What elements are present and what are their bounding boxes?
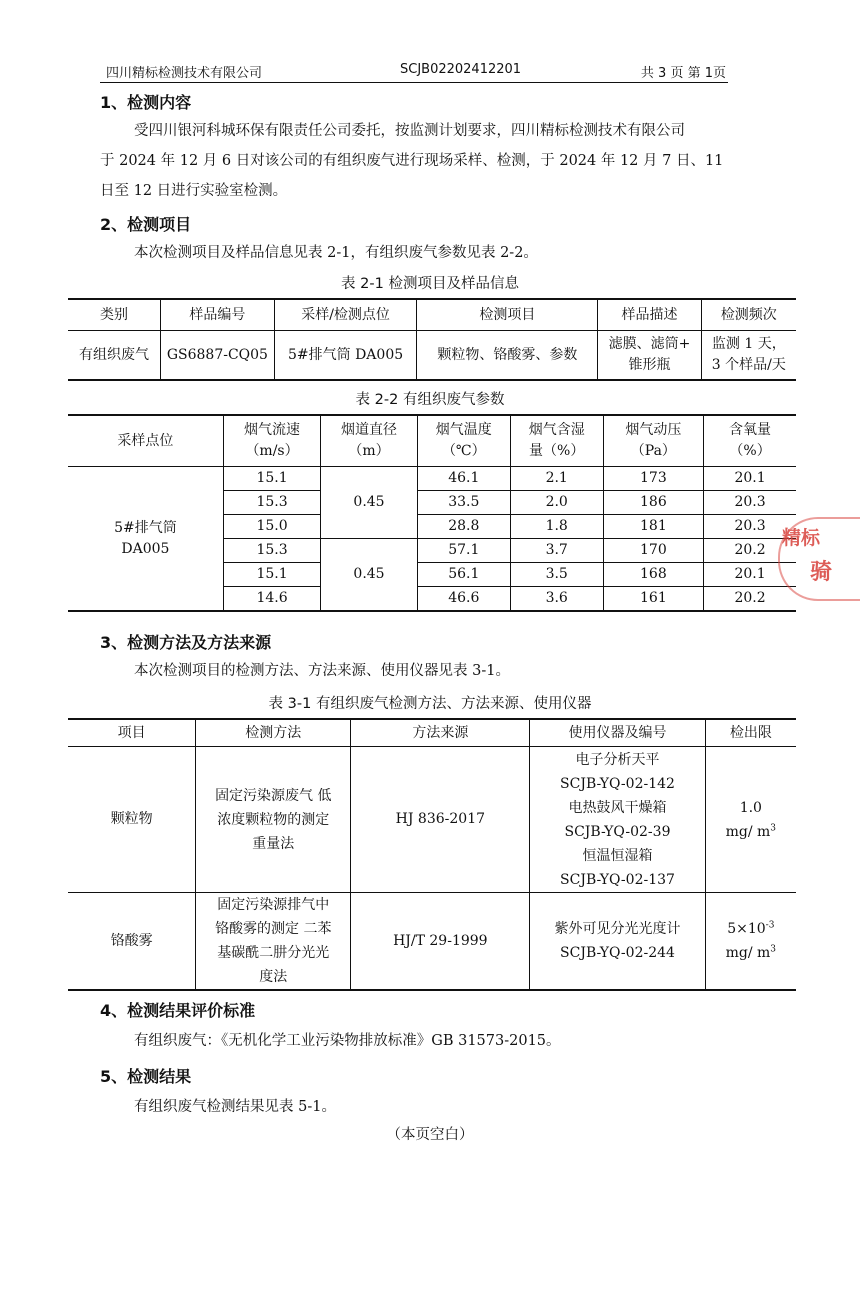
section-2-para: 本次检测项目及样品信息见表 2-1，有组织废气参数见表 2-2。 xyxy=(134,245,538,261)
section-5-para: 有组织废气检测结果见表 5-1。 xyxy=(134,1099,336,1115)
t22-header-temp xyxy=(417,415,510,467)
table-row xyxy=(68,893,796,991)
t22-point-line1: 5#排气筒 xyxy=(114,519,177,536)
t22-pressure: 170 xyxy=(603,539,703,563)
t22-header-diameter-l2: （m） xyxy=(348,443,390,459)
t31-r2-limit-value-text: 5×10 xyxy=(727,921,766,937)
t22-temp: 56.1 xyxy=(417,563,510,587)
t22-header-oxygen-l2: （%） xyxy=(729,443,771,459)
section-1-title: 1、检测内容 xyxy=(100,93,192,112)
t22-point xyxy=(68,467,223,612)
t31-header-instrument: 使用仪器及编号 xyxy=(530,719,705,747)
t22-velocity: 15.3 xyxy=(223,539,320,563)
section-4-para: 有组织废气：《无机化学工业污染物排放标准》GB 31573-2015。 xyxy=(134,1033,561,1049)
t31-r1-inst-l2: SCJB-YQ-02-142 xyxy=(560,775,675,792)
t31-r1-method xyxy=(196,747,351,893)
table-row xyxy=(68,467,796,491)
t22-moisture: 3.6 xyxy=(510,587,603,612)
t22-header-moisture xyxy=(510,415,603,467)
t31-r2-inst-l2: SCJB-YQ-02-244 xyxy=(560,945,675,961)
t31-r2-method-l4: 度法 xyxy=(259,969,288,985)
t31-r1-limit xyxy=(705,747,796,893)
t31-r1-inst-l3: 电热鼓风干燥箱 xyxy=(568,799,667,816)
section-1-para-line1: 受四川银河科城环保有限责任公司委托，按监测计划要求，四川精标检测技术有限公司 xyxy=(134,123,685,139)
t22-header-velocity-l1: 烟气流速 xyxy=(244,422,301,438)
t31-r1-inst-l1: 电子分析天平 xyxy=(575,751,660,768)
t31-header-method: 检测方法 xyxy=(196,719,351,747)
t31-r1-limit-value: 1.0 xyxy=(739,799,762,816)
table-2-1-caption: 表 2-1 检测项目及样品信息 xyxy=(341,276,519,292)
t31-r2-limit-unit xyxy=(708,941,794,965)
table-row xyxy=(68,747,796,893)
table-2-1 xyxy=(68,298,796,381)
t22-diameter-group1: 0.45 xyxy=(321,467,418,539)
t31-r1-method-l2: 浓度颗粒物的测定 xyxy=(217,811,330,828)
t31-r2-limit-value-sup: -3 xyxy=(765,920,775,931)
t21-sample-no: GS6887-CQ05 xyxy=(161,331,275,381)
t31-header-item: 项目 xyxy=(68,719,196,747)
t22-header-moisture-l2: 量（%） xyxy=(529,443,585,459)
t21-header-freq: 检测频次 xyxy=(701,299,796,331)
t31-r1-item: 颗粒物 xyxy=(68,747,196,893)
t31-r2-source: HJ/T 29-1999 xyxy=(351,893,530,991)
t22-header-diameter-l1: 烟道直径 xyxy=(341,422,398,438)
t22-oxygen: 20.1 xyxy=(704,467,796,491)
t22-temp: 28.8 xyxy=(417,515,510,539)
table-row xyxy=(68,331,796,381)
t22-header-pressure-l1: 烟气动压 xyxy=(625,422,682,438)
section-3-para: 本次检测项目的检测方法、方法来源、使用仪器见表 3-1。 xyxy=(134,663,510,679)
t22-oxygen: 20.2 xyxy=(704,539,796,563)
t31-r2-limit-unit-sup: 3 xyxy=(770,944,777,955)
t22-temp: 57.1 xyxy=(417,539,510,563)
t21-header-point: 采样/检测点位 xyxy=(274,299,417,331)
t22-temp: 46.6 xyxy=(417,587,510,612)
page-header xyxy=(100,62,728,83)
t22-moisture: 1.8 xyxy=(510,515,603,539)
table-3-1-caption: 表 3-1 有组织废气检测方法、方法来源、使用仪器 xyxy=(268,696,592,712)
t22-moisture: 2.1 xyxy=(510,467,603,491)
t22-oxygen: 20.3 xyxy=(704,515,796,539)
section-3-title: 3、检测方法及方法来源 xyxy=(100,633,272,652)
t22-header-oxygen xyxy=(704,415,796,467)
section-2-title: 2、检测项目 xyxy=(100,215,192,234)
t31-r1-limit-unit-text: mg/ m xyxy=(725,823,771,840)
t22-velocity: 14.6 xyxy=(223,587,320,612)
t22-header-moisture-l1: 烟气含湿 xyxy=(528,422,585,438)
table-3-1 xyxy=(68,718,796,991)
t31-r1-instrument xyxy=(530,747,705,893)
t31-r2-method-l3: 基碳酰二肼分光光 xyxy=(217,945,330,961)
table-2-2 xyxy=(68,414,796,612)
t22-diameter-group2: 0.45 xyxy=(321,539,418,612)
t22-pressure: 168 xyxy=(603,563,703,587)
t22-header-point: 采样点位 xyxy=(68,415,223,467)
t21-header-sample-no: 样品编号 xyxy=(161,299,275,331)
header-page-info: 共 3 页 第 1页 xyxy=(640,66,726,81)
t21-freq-line2: 3 个样品/天 xyxy=(711,357,786,373)
header-company: 四川精标检测技术有限公司 xyxy=(106,66,263,81)
t31-r2-instrument xyxy=(530,893,705,991)
t22-oxygen: 20.1 xyxy=(704,563,796,587)
blank-page-note: （本页空白） xyxy=(386,1127,474,1143)
t22-header-velocity xyxy=(223,415,320,467)
t22-header-temp-l2: （℃） xyxy=(441,443,486,459)
t31-r1-limit-unit-sup: 3 xyxy=(770,822,777,833)
t21-category: 有组织废气 xyxy=(68,331,161,381)
t22-pressure: 181 xyxy=(603,515,703,539)
t22-velocity: 15.3 xyxy=(223,491,320,515)
t22-header-diameter xyxy=(321,415,418,467)
t21-desc xyxy=(598,331,701,381)
section-5-title: 5、检测结果 xyxy=(100,1067,192,1086)
t21-header-category: 类别 xyxy=(68,299,161,331)
t31-r2-limit xyxy=(705,893,796,991)
table-2-2-caption: 表 2-2 有组织废气参数 xyxy=(355,392,505,408)
t22-pressure: 173 xyxy=(603,467,703,491)
t31-r2-method-l1: 固定污染源排气中 xyxy=(217,897,330,913)
t22-temp: 46.1 xyxy=(417,467,510,491)
t31-r2-method xyxy=(196,893,351,991)
t22-velocity: 15.1 xyxy=(223,467,320,491)
section-4-title: 4、检测结果评价标准 xyxy=(100,1001,256,1020)
t22-oxygen: 20.3 xyxy=(704,491,796,515)
t31-r2-method-l2: 铬酸雾的测定 二苯 xyxy=(215,921,332,937)
t31-r2-item: 铬酸雾 xyxy=(68,893,196,991)
t21-freq xyxy=(701,331,796,381)
t22-velocity: 15.1 xyxy=(223,563,320,587)
t22-header-pressure xyxy=(603,415,703,467)
t22-moisture: 3.5 xyxy=(510,563,603,587)
seal-text-2: 骑 xyxy=(810,560,833,585)
t21-header-items: 检测项目 xyxy=(417,299,598,331)
t22-point-line2: DA005 xyxy=(121,540,170,557)
t22-pressure: 186 xyxy=(603,491,703,515)
t22-header-velocity-l2: （m/s） xyxy=(245,443,299,459)
t22-velocity: 15.0 xyxy=(223,515,320,539)
t31-r1-limit-unit xyxy=(708,820,794,844)
t22-moisture: 2.0 xyxy=(510,491,603,515)
t31-r2-limit-value xyxy=(708,917,794,941)
t21-desc-line1: 滤膜、滤筒+ xyxy=(608,336,691,352)
section-1-para-line3: 日至 12 日进行实验室检测。 xyxy=(100,183,288,199)
t22-temp: 33.5 xyxy=(417,491,510,515)
t22-header-temp-l1: 烟气温度 xyxy=(435,422,492,438)
t22-moisture: 3.7 xyxy=(510,539,603,563)
t31-r1-inst-l6: SCJB-YQ-02-137 xyxy=(560,871,675,888)
t31-r2-inst-l1: 紫外可见分光光度计 xyxy=(554,921,681,937)
t21-point: 5#排气筒 DA005 xyxy=(274,331,417,381)
t22-pressure: 161 xyxy=(603,587,703,612)
seal-text-1: 精标 xyxy=(782,527,821,549)
t31-r1-source: HJ 836-2017 xyxy=(351,747,530,893)
t22-header-pressure-l2: （Pa） xyxy=(630,443,676,459)
t22-header-oxygen-l1: 含氧量 xyxy=(729,422,772,438)
t21-header-desc: 样品描述 xyxy=(598,299,701,331)
seal-stamp xyxy=(782,517,852,595)
t31-r2-limit-unit-text: mg/ m xyxy=(725,945,771,961)
t31-r1-method-l1: 固定污染源废气 低 xyxy=(215,787,332,804)
t31-r1-method-l3: 重量法 xyxy=(252,835,295,852)
t21-desc-line2: 锥形瓶 xyxy=(628,357,671,373)
header-report-no: SCJB02202412201 xyxy=(400,62,522,77)
t31-header-source: 方法来源 xyxy=(351,719,530,747)
t21-items: 颗粒物、铬酸雾、参数 xyxy=(417,331,598,381)
section-1-para-line2: 于 2024 年 12 月 6 日对该公司的有组织废气进行现场采样、检测，于 2024 年 12 月 7 日、11 xyxy=(100,153,724,169)
t31-r1-inst-l4: SCJB-YQ-02-39 xyxy=(564,823,671,840)
t21-freq-line1: 监测 1 天， xyxy=(711,336,786,352)
t31-r1-inst-l5: 恒温恒湿箱 xyxy=(582,847,653,864)
t31-header-limit: 检出限 xyxy=(705,719,796,747)
t22-oxygen: 20.2 xyxy=(704,587,796,612)
